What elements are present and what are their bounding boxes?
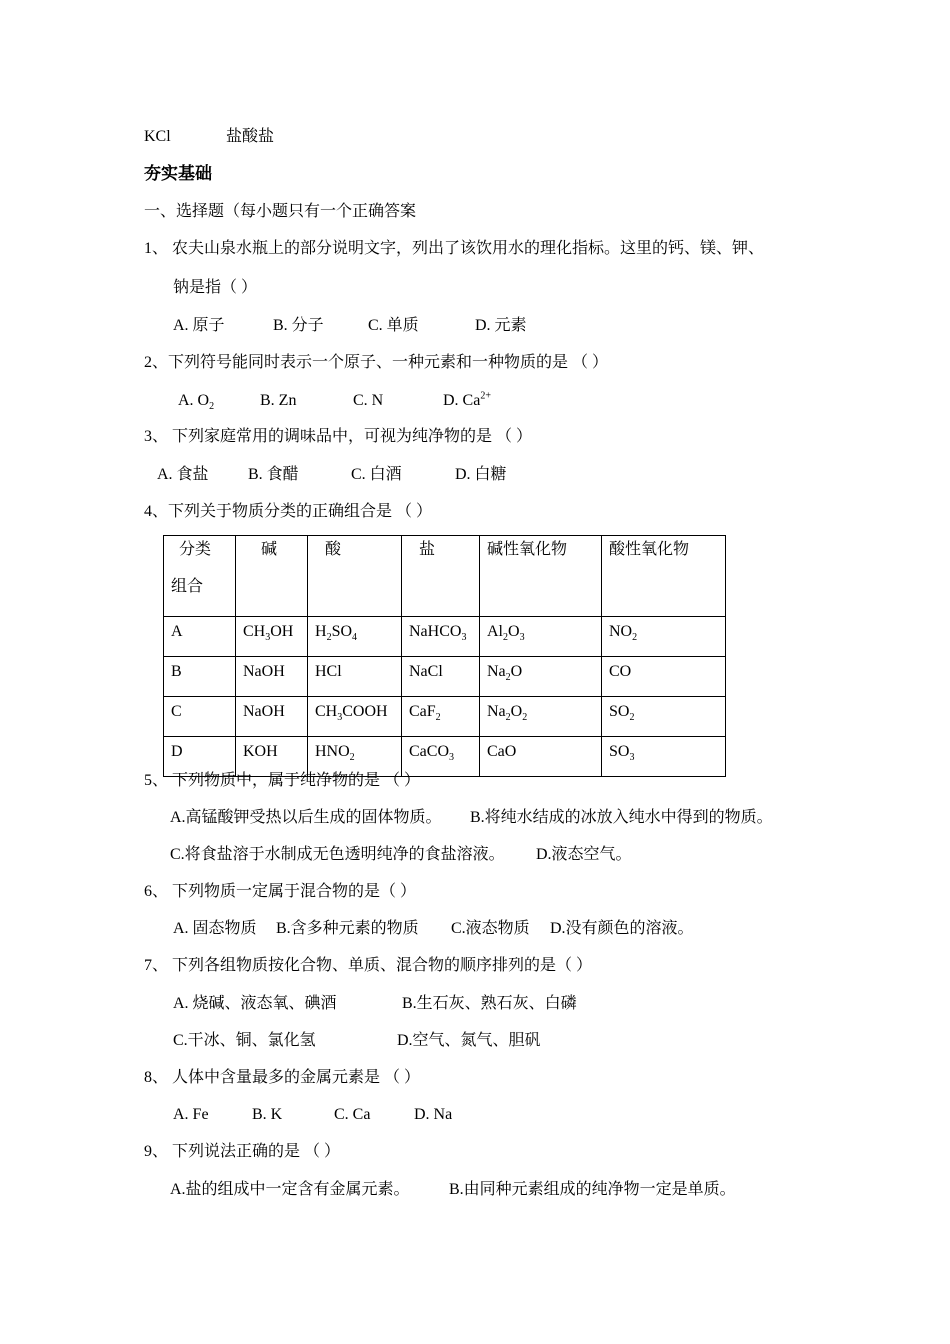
question-8-options [173, 1105, 452, 1125]
question-7-line1 [173, 994, 577, 1014]
option-a: A. Fe [173, 1106, 209, 1123]
option-b: B. Zn [260, 392, 297, 409]
option-b: B.含多种元素的物质 [276, 920, 419, 937]
option-a-text: A. O [178, 392, 210, 409]
option-d: D. Na [414, 1106, 453, 1123]
option-c: C. Ca [334, 1106, 371, 1123]
cell-base: NaOH [236, 657, 308, 697]
option-c: C.液态物质 [451, 920, 530, 937]
cell-salt: CaCO$_3$ [402, 737, 480, 777]
top-formula: KCl [144, 128, 171, 145]
table-row [164, 657, 726, 697]
question-5: 5、 下列物质中，属于纯净物的是 （ ） [144, 772, 421, 789]
header-base: 碱 [261, 541, 278, 558]
option-a: A. 原子 [173, 317, 225, 334]
header-acid: 酸 [325, 541, 342, 558]
option-d: D.液态空气。 [536, 846, 632, 863]
table-row [164, 697, 726, 737]
option-a: A.盐的组成中一定含有金属元素。 [170, 1181, 410, 1198]
question-9-line1 [170, 1180, 736, 1200]
question-2-options [178, 391, 491, 411]
question-1-cont: 钠是指（ ） [173, 279, 258, 296]
cell-acidic-oxide: $SO_3$ [602, 737, 726, 777]
question-9: 9、 下列说法正确的是 （ ） [144, 1143, 341, 1160]
option-c: C.干冰、铜、氯化氢 [173, 1032, 316, 1049]
cell-group: A [164, 617, 236, 657]
option-d: D.空气、氮气、胆矾 [397, 1032, 541, 1049]
cell-base: KOH [236, 737, 308, 777]
question-2: 2、下列符号能同时表示一个原子、一种元素和一种物质的是 （ ） [144, 354, 609, 371]
option-c: C.将食盐溶于水制成无色透明纯净的食盐溶液。 [170, 846, 505, 863]
option-d: D. 白糖 [455, 466, 507, 483]
option-d-sup: 2+ [480, 390, 491, 402]
top-label: 盐酸盐 [226, 128, 275, 145]
cell-acid: $H_2SO_4$ [308, 617, 402, 657]
question-1-options [173, 316, 527, 336]
question-6-options [173, 919, 694, 939]
instruction: 一、选择题（每小题只有一个正确答案 [144, 203, 417, 220]
section-title: 夯实基础 [144, 164, 212, 184]
header-cell-basic-oxide: 碱性氧化物 [480, 536, 602, 617]
option-c: C. 白酒 [351, 466, 402, 483]
header-category: 分类 [179, 541, 212, 558]
cell-acid: $CH_3COOH$ [308, 697, 402, 737]
question-3: 3、 下列家庭常用的调味品中，可视为纯净物的是 （ ） [144, 428, 533, 445]
question-7-line2 [173, 1031, 541, 1051]
question-6: 6、 下列物质一定属于混合物的是（ ） [144, 883, 417, 900]
option-a: A. 食盐 [157, 466, 209, 483]
option-b: B. 食醋 [248, 466, 299, 483]
cell-acidic-oxide: CO [602, 657, 726, 697]
cell-acidic-oxide: $NO_2$ [602, 617, 726, 657]
header-salt: 盐 [419, 541, 436, 558]
question-1: 1、 农夫山泉水瓶上的部分说明文字，列出了该饮用水的理化指标。这里的钙、镁、钾、 [144, 240, 765, 257]
question-5-line1 [170, 808, 773, 828]
cell-group: B [164, 657, 236, 697]
table-row [164, 617, 726, 657]
cell-group: D [164, 737, 236, 777]
header-cell-acid [308, 536, 402, 617]
option-d: D. 元素 [475, 317, 527, 334]
cell-group: C [164, 697, 236, 737]
question-4: 4、下列关于物质分类的正确组合是 （ ） [144, 503, 433, 520]
header-cell-salt [402, 536, 480, 617]
option-a [178, 391, 260, 411]
cell-basic-oxide: $Na_2O_2$ [480, 697, 602, 737]
cell-basic-oxide: CaO [480, 737, 602, 777]
cell-acid: $HNO_2$ [308, 737, 402, 777]
option-b: B. 分子 [273, 317, 324, 334]
option-c: C. 单质 [368, 317, 419, 334]
option-b: B.将纯水结成的冰放入纯水中得到的物质。 [470, 809, 773, 826]
question-8: 8、 人体中含量最多的金属元素是 （ ） [144, 1069, 421, 1086]
table-header-row [164, 536, 726, 617]
header-cell-acidic-oxide: 酸性氧化物 [602, 536, 726, 617]
cell-salt: NaCl [402, 657, 480, 697]
option-a: A.高锰酸钾受热以后生成的固体物质。 [170, 809, 442, 826]
header-combination: 组合 [171, 578, 204, 595]
cell-salt: CaF$_2$ [402, 697, 480, 737]
header-cell-base [236, 536, 308, 617]
option-a-sub: 2 [209, 401, 215, 413]
option-d [443, 391, 491, 411]
option-d: D.没有颜色的溶液。 [550, 920, 694, 937]
header-cell-group [164, 536, 236, 617]
option-a: A. 烧碱、液态氧、碘酒 [173, 995, 337, 1012]
question-7: 7、 下列各组物质按化合物、单质、混合物的顺序排列的是（ ） [144, 957, 593, 974]
question-5-line2 [170, 845, 632, 865]
option-d-text: D. Ca [443, 392, 481, 409]
question-3-options [157, 465, 507, 485]
option-b: B. K [252, 1106, 283, 1123]
cell-basic-oxide: $Al_2O_3$ [480, 617, 602, 657]
cell-acidic-oxide: $SO_2$ [602, 697, 726, 737]
option-b: B.由同种元素组成的纯净物一定是单质。 [449, 1181, 736, 1198]
option-b: B.生石灰、熟石灰、白磷 [402, 995, 577, 1012]
option-a: A. 固态物质 [173, 920, 257, 937]
option-c: C. N [353, 392, 384, 409]
cell-acid: HCl [308, 657, 402, 697]
cell-base: NaOH [236, 697, 308, 737]
cell-base: $CH_3OH$ [236, 617, 308, 657]
classification-table [163, 535, 726, 777]
cell-salt: NaHCO$_3$ [402, 617, 480, 657]
cell-basic-oxide: $Na_2O$ [480, 657, 602, 697]
